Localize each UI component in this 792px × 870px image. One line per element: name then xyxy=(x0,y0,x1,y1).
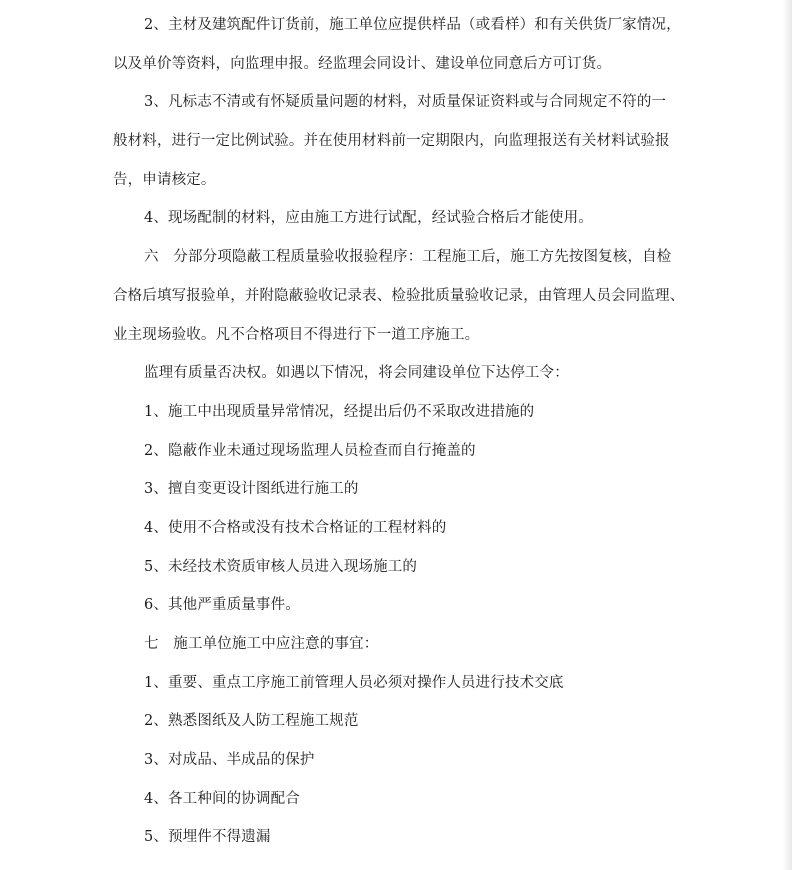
text-line: 监理有质量否决权。如遇以下情况，将会同建设单位下达停工令： xyxy=(144,365,569,382)
text-line: 1、施工中出现质量异常情况，经提出后仍不采取改进措施的 xyxy=(144,403,535,420)
text-line: 5、预埋件不得遗漏 xyxy=(144,829,271,846)
text-line: 4、使用不合格或没有技术合格证的工程材料的 xyxy=(144,519,447,536)
text-line: 2、主材及建筑配件订货前，施工单位应提供样品（或看样）和有关供货厂家情况， xyxy=(144,17,681,33)
text-line: 3、凡标志不清或有怀疑质量问题的材料，对质量保证资料或与合同规定不符的一 xyxy=(144,94,667,111)
text-line: 合格后填写报验单，并附隐蔽验收记录表、检验批质量验收记录，由管理人员会同监理、 xyxy=(113,287,685,304)
text-line: 以及单价等资料，向监理申报。经监理会同设计、建设单位同意后方可订货。 xyxy=(113,55,612,72)
page-edge-shadow xyxy=(782,0,792,870)
document-body xyxy=(113,6,685,857)
text-line: 1、重要、重点工序施工前管理人员必须对操作人员进行技术交底 xyxy=(144,674,564,691)
text-line: 业主现场验收。凡不合格项目不得进行下一道工序施工。 xyxy=(113,326,480,343)
text-line: 七 施工单位施工中应注意的事宜： xyxy=(144,636,379,652)
text-line: 2、隐蔽作业未通过现场监理人员检查而自行掩盖的 xyxy=(144,442,476,459)
text-line: 2、熟悉图纸及人防工程施工规范 xyxy=(144,713,359,730)
text-line: 告，申请核定。 xyxy=(113,171,216,188)
text-line: 6、其他严重质量事件。 xyxy=(144,597,300,614)
text-line: 3、擅自变更设计图纸进行施工的 xyxy=(144,481,359,498)
text-line: 3、对成品、半成品的保护 xyxy=(144,752,315,769)
text-line: 5、未经技术资质审核人员进入现场施工的 xyxy=(144,558,418,575)
text-line: 六 分部分项隐蔽工程质量验收报验程序：工程施工后，施工方先按图复核，自检 xyxy=(144,249,672,266)
text-line: 4、现场配制的材料，应由施工方进行试配，经试验合格后才能使用。 xyxy=(144,210,593,227)
text-line: 4、各工种间的协调配合 xyxy=(144,790,300,807)
text-line: 般材料，进行一定比例试验。并在使用材料前一定期限内，向监理报送有关材料试验报 xyxy=(113,133,670,150)
